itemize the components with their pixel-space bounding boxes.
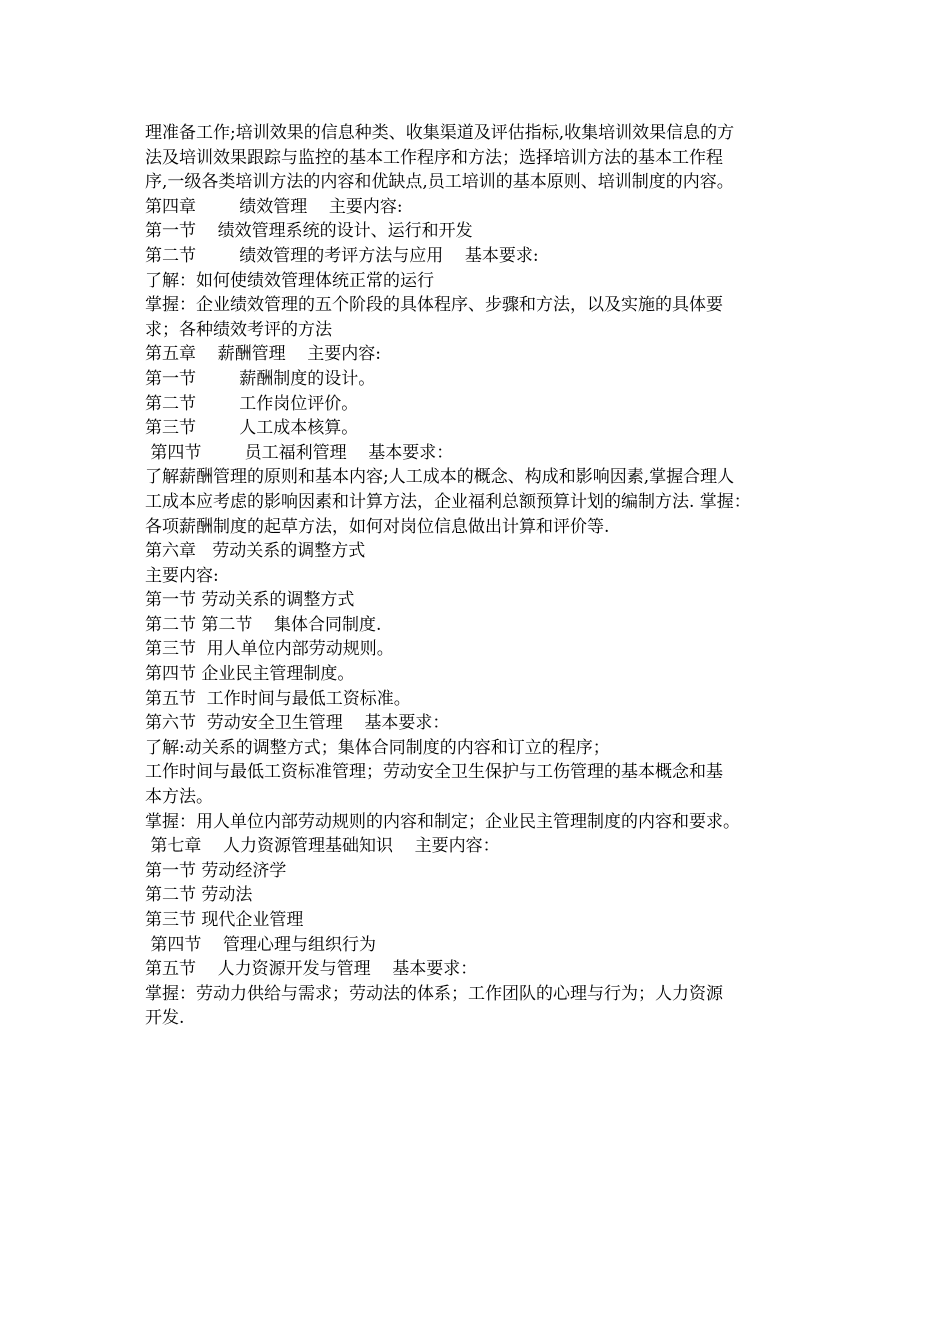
text-line: 掌握：企业绩效管理的五个阶段的具体程序、步骤和方法，以及实施的具体要 bbox=[145, 295, 723, 316]
text-line: 各项薪酬制度的起草方法，如何对岗位信息做出计算和评价等. bbox=[145, 516, 610, 537]
section-line: 第四节 管理心理与组织行为 bbox=[145, 934, 377, 955]
section-line: 第二节 第二节 集体合同制度. bbox=[145, 614, 382, 635]
section-line: 第一节 薪酬制度的设计。 bbox=[145, 368, 376, 389]
text-line: 求；各种绩效考评的方法 bbox=[145, 319, 332, 340]
text-line: 主要内容: bbox=[145, 565, 219, 586]
section-line: 第一节 劳动关系的调整方式 bbox=[145, 590, 355, 611]
section-line: 第四节 企业民主管理制度。 bbox=[145, 664, 355, 685]
text-line: 工成本应考虑的影响因素和计算方法，企业福利总额预算计划的编制方法. 掌握： bbox=[145, 491, 751, 512]
text-line: 本方法。 bbox=[145, 787, 213, 808]
section-line: 第三节 用人单位内部劳动规则。 bbox=[145, 639, 394, 660]
text-line: 了解薪酬管理的原则和基本内容;人工成本的概念、构成和影响因素,掌握合理人 bbox=[145, 467, 735, 488]
section-line: 第一节 劳动经济学 bbox=[145, 860, 287, 881]
text-line: 法及培训效果跟踪与监控的基本工作程序和方法；选择培训方法的基本工作程 bbox=[145, 147, 723, 168]
section-line: 第二节 劳动法 bbox=[145, 885, 253, 906]
section-line: 第三节 现代企业管理 bbox=[145, 910, 304, 930]
text-line: 序,一级各类培训方法的内容和优缺点,员工培训的基本原则、培训制度的内容。 bbox=[145, 172, 734, 193]
chapter-heading: 第四章 绩效管理 主要内容: bbox=[145, 196, 403, 217]
document-body bbox=[145, 121, 825, 1031]
section-line: 第二节 绩效管理的考评方法与应用 基本要求: bbox=[145, 245, 539, 266]
text-line: 开发. bbox=[145, 1008, 185, 1029]
section-line: 第二节 工作岗位评价。 bbox=[145, 393, 359, 414]
text-line: 理准备工作;培训效果的信息种类、收集渠道及评估指标,收集培训效果信息的方 bbox=[145, 123, 735, 143]
section-line: 第五节 人力资源开发与管理 基本要求： bbox=[145, 959, 478, 980]
section-line: 第六节 劳动安全卫生管理 基本要求： bbox=[145, 713, 450, 734]
chapter-heading: 第六章 劳动关系的调整方式 bbox=[145, 541, 366, 562]
section-line: 第三节 人工成本核算。 bbox=[145, 418, 359, 439]
chapter-heading: 第五章 薪酬管理 主要内容: bbox=[145, 344, 381, 365]
text-line: 了解：如何使绩效管理体统正常的运行 bbox=[145, 270, 434, 291]
text-line: 了解:动关系的调整方式；集体合同制度的内容和订立的程序； bbox=[145, 737, 610, 758]
text-line: 掌握：用人单位内部劳动规则的内容和制定；企业民主管理制度的内容和要求。 bbox=[145, 811, 740, 832]
section-line: 第一节 绩效管理系统的设计、运行和开发 bbox=[145, 221, 473, 242]
section-line: 第四节 员工福利管理 基本要求： bbox=[145, 442, 454, 463]
text-line: 掌握：劳动力供给与需求；劳动法的体系；工作团队的心理与行为；人力资源 bbox=[145, 983, 723, 1004]
text-line: 工作时间与最低工资标准管理；劳动安全卫生保护与工伤管理的基本概念和基 bbox=[145, 762, 723, 783]
chapter-heading: 第七章 人力资源管理基础知识 主要内容： bbox=[145, 836, 500, 857]
section-line: 第五节 工作时间与最低工资标准。 bbox=[145, 688, 411, 709]
